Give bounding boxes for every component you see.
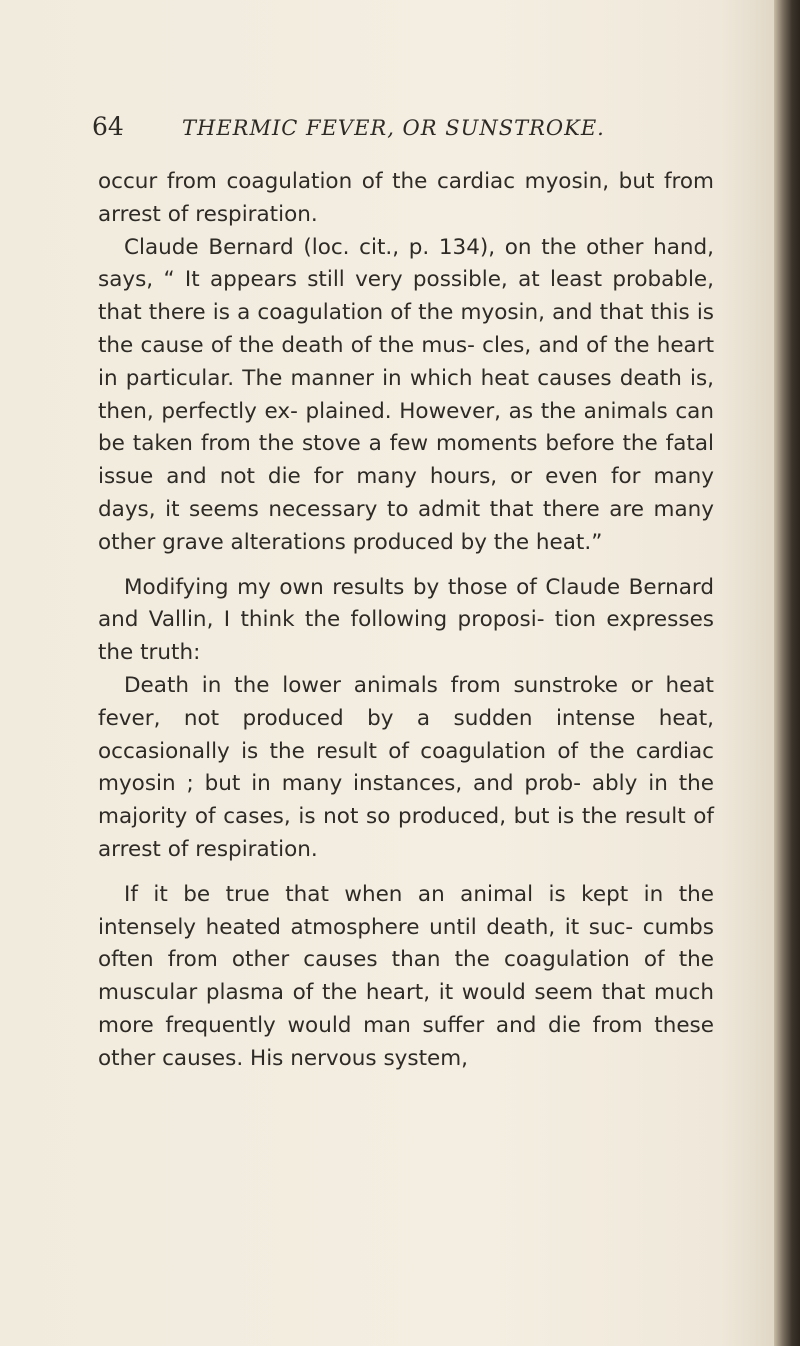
paragraph: If it be true that when an animal is kept in the intensely heated atmosphere until death, it suc- cumbs often from other causes than the coagulation of the muscular plasma of the heart, it would seem that much more frequently would man suffer and die from these other causes. His nervous system, bbox=[98, 881, 714, 1071]
page-number: 64 bbox=[92, 112, 124, 141]
paragraph: occur from coagulation of the cardiac myosin, but from arrest of respiration. bbox=[98, 169, 714, 227]
paragraph: Claude Bernard (loc. cit., p. 134), on the other hand, says, “ It appears still very possible, at least probable, that there is a coagulation of the myosin, and that this is the cause of the death of the mus- cles, and of the heart in particular. The manner in which heat causes death is, then, perfectly ex- plained. However, as the animals can be taken from the stove a few moments before the fatal issue and not die for many hours, or even for many days, it seems necessary to admit that there are many other grave alterations produced by the heat.” bbox=[98, 234, 714, 555]
page-header bbox=[92, 112, 712, 152]
paragraph: Death in the lower animals from sunstroke or heat fever, not produced by a sudden intense heat, occasionally is the result of coagulation of the cardiac myosin ; but in many instances, and prob- ably in the majority of cases, is not so produced, but is the result of arrest of respiration. bbox=[98, 672, 714, 862]
body-text bbox=[98, 166, 714, 1076]
running-head: THERMIC FEVER, OR SUNSTROKE. bbox=[182, 116, 605, 140]
book-spine-edge bbox=[774, 0, 800, 1346]
paragraph: Modifying my own results by those of Claude Bernard and Vallin, I think the following proposi- tion expresses the truth: bbox=[98, 574, 714, 666]
